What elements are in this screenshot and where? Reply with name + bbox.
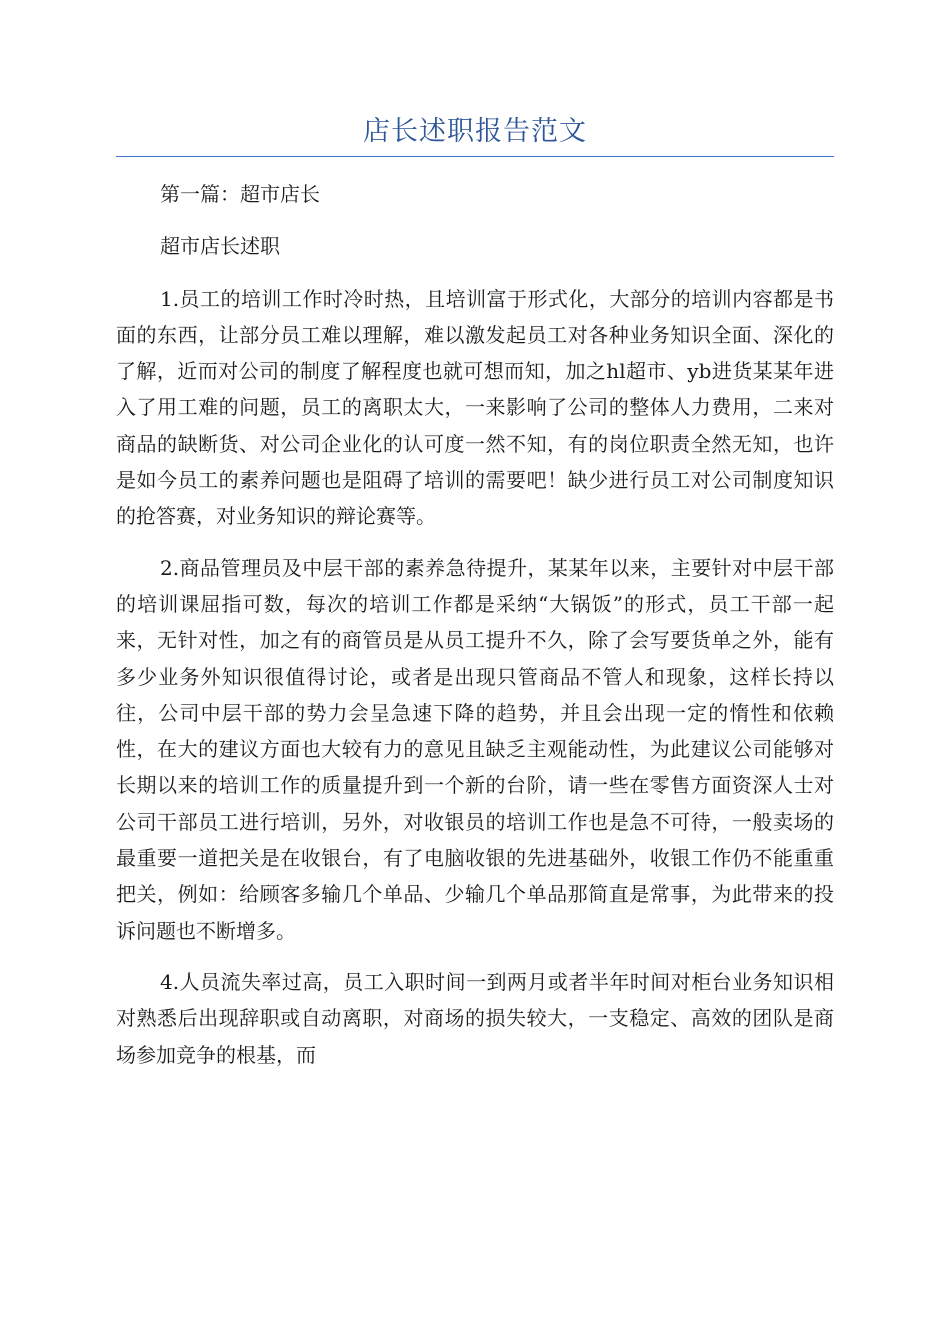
paragraph-4: 4.人员流失率过高，员工入职时间一到两月或者半年时间对柜台业务知识相对熟悉后出现辞职或自动离职，对商场的损失较大，一支稳定、高效的团队是商场参加竞争的根基，而 [116, 969, 834, 1067]
title-block [116, 112, 834, 157]
paragraph-1: 1.员工的培训工作时冷时热，且培训富于形式化，大部分的培训内容都是书面的东西，让部分员工难以理解，难以激发起员工对各种业务知识全面、深化的了解，近而对公司的制度了解程度也就可想而知，加之hl超市、yb进货某某年进入了用工难的问题，员工的离职太大，一来影响了公司的整体人力费用，二来对商品的缺断货、对公司企业化的认可度一然不知，有的岗位职责全然无知，也许是如今员工的素养问题也是阻碍了培训的需要吧！缺少进行员工对公司制度知识的抢答赛，对业务知识的辩论赛等。 [116, 286, 834, 529]
paragraph-2: 2.商品管理员及中层干部的素养急待提升，某某年以来，主要针对中层干部的培训课屈指可数，每次的培训工作都是采纳“大锅饭”的形式，员工干部一起来，无针对性，加之有的商管员是从员工提升不久，除了会写要货单之外，能有多少业务外知识很值得讨论，或者是出现只管商品不管人和现象，这样长持以往，公司中层干部的势力会呈急速下降的趋势，并且会出现一定的惰性和依赖性，在大的建议方面也大较有力的意见且缺乏主观能动性，为此建议公司能够对长期以来的培训工作的质量提升到一个新的台阶，请一些在零售方面资深人士对公司干部员工进行培训，另外，对收银员的培训工作也是急不可待，一般卖场的最重要一道把关是在收银台，有了电脑收银的先进基础外，收银工作仍不能重重把关，例如：给顾客多输几个单品、少输几个单品那简直是常事，为此带来的投诉问题也不断增多。 [116, 555, 834, 943]
page-title: 店长述职报告范文 [363, 116, 587, 147]
subsection-heading: 超市店长述职 [160, 234, 280, 259]
section-heading: 第一篇：超市店长 [160, 182, 320, 206]
document-body [116, 176, 834, 1088]
